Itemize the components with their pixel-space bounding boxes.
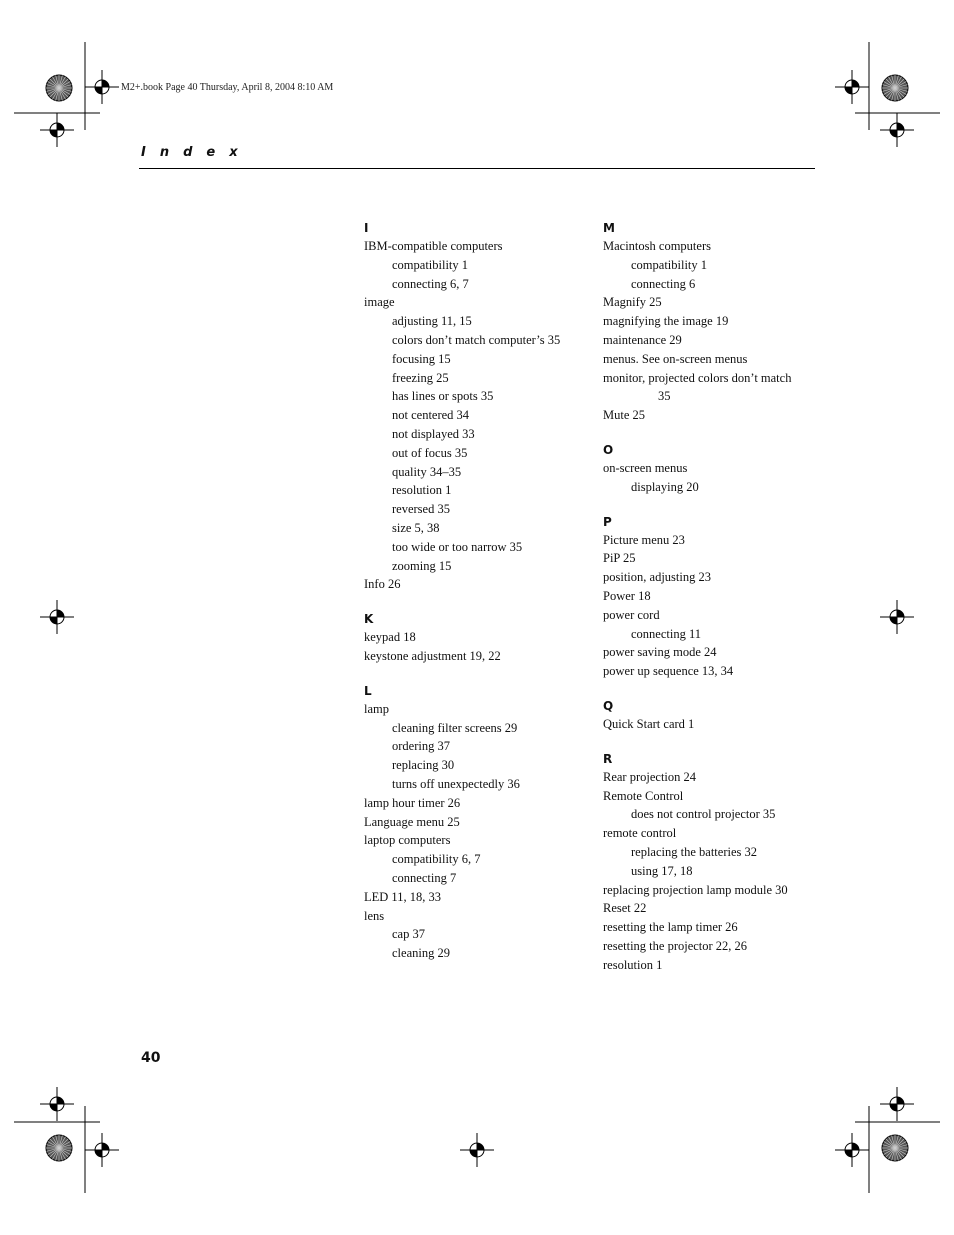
index-subentry: cleaning filter screens 29	[392, 720, 518, 735]
index-entry: menus. See on-screen menus	[603, 351, 748, 366]
index-subentry: not centered 34	[392, 408, 470, 423]
index-entry-continuation: 35	[658, 389, 671, 404]
registration-mark-icon	[880, 600, 914, 634]
index-subentry: has lines or spots 35	[392, 389, 494, 404]
index-subentry: ordering 37	[392, 739, 450, 754]
index-section-letter: I	[364, 221, 369, 235]
index-section-letter: Q	[603, 698, 614, 713]
index-entry: Picture menu 23	[603, 532, 685, 547]
registration-mark-icon	[85, 70, 119, 104]
index-subentry: compatibility 1	[392, 257, 469, 272]
index-section-letter: P	[603, 514, 612, 529]
index-subentry: adjusting 11, 15	[392, 314, 472, 329]
index-subentry: size 5, 38	[392, 520, 440, 535]
index-entry: magnifying the image 19	[603, 314, 729, 329]
index-entry: image	[364, 295, 395, 310]
index-entry: maintenance 29	[603, 332, 682, 347]
registration-mark-icon	[835, 1133, 869, 1167]
index-subentry: quality 34–35	[392, 464, 462, 479]
index-entry: resetting the lamp timer 26	[603, 920, 738, 935]
index-entry: remote control	[603, 826, 677, 841]
index-entry: monitor, projected colors don’t match	[603, 370, 792, 385]
index-entry: lamp	[364, 701, 389, 716]
index-entry: Reset 22	[603, 901, 647, 916]
index-subentry: connecting 11	[631, 626, 702, 641]
index-subentry: turns off unexpectedly 36	[392, 776, 520, 791]
color-target-icon	[882, 1135, 908, 1161]
index-subentry: using 17, 18	[631, 863, 693, 878]
index-entry: Rear projection 24	[603, 769, 697, 784]
registration-mark-icon	[460, 1133, 494, 1167]
index-entry: PiP 25	[603, 551, 636, 566]
registration-mark-icon	[40, 1087, 74, 1121]
index-entry: lamp hour timer 26	[364, 795, 461, 810]
index-entry: keystone adjustment 19, 22	[364, 648, 501, 663]
index-entry: Magnify 25	[603, 295, 662, 310]
page-number: 40	[141, 1050, 161, 1066]
index-subentry: reversed 35	[392, 502, 450, 517]
index-subentry: out of focus 35	[392, 445, 468, 460]
index-subentry: displaying 20	[631, 479, 699, 494]
index-entry: laptop computers	[364, 833, 451, 848]
index-subentry: compatibility 1	[631, 257, 708, 272]
index-entry: power up sequence 13, 34	[603, 664, 734, 679]
index-entry: IBM-compatible computers	[364, 239, 503, 253]
registration-mark-icon	[880, 113, 914, 147]
index-section-letter: L	[364, 683, 372, 698]
color-target-icon	[46, 75, 72, 101]
registration-mark-icon	[85, 1133, 119, 1167]
index-entry: Quick Start card 1	[603, 716, 695, 731]
index-entry: Macintosh computers	[603, 239, 711, 253]
index-entry: power saving mode 24	[603, 645, 717, 660]
section-gap	[603, 425, 818, 442]
index-section-letter: O	[603, 442, 614, 457]
section-gap	[603, 497, 818, 514]
section-gap	[364, 666, 592, 683]
index-entry: Power 18	[603, 588, 651, 603]
index-subentry: connecting 6, 7	[392, 276, 469, 291]
section-gap	[603, 734, 818, 751]
index-subentry: replacing 30	[392, 758, 455, 773]
index-subentry: freezing 25	[392, 370, 449, 385]
index-entry: Mute 25	[603, 408, 646, 423]
index-subentry: connecting 6	[631, 276, 696, 291]
color-target-icon	[46, 1135, 72, 1161]
index-subentry: connecting 7	[392, 870, 457, 885]
index-column-left	[364, 220, 592, 963]
index-subentry: compatibility 6, 7	[392, 852, 481, 867]
index-entry: resetting the projector 22, 26	[603, 938, 748, 953]
index-subentry: too wide or too narrow 35	[392, 539, 523, 554]
index-subentry: focusing 15	[392, 351, 451, 366]
section-gap	[603, 681, 818, 698]
index-entry: Remote Control	[603, 788, 684, 803]
index-column-right	[603, 220, 818, 975]
header-rule	[139, 168, 815, 169]
registration-mark-icon	[835, 70, 869, 104]
index-entry: position, adjusting 23	[603, 570, 711, 585]
index-entry: keypad 18	[364, 630, 416, 645]
index-subentry: cleaning 29	[392, 946, 450, 961]
index-section-letter: R	[603, 751, 613, 766]
index-entry: replacing projection lamp module 30	[603, 882, 788, 897]
index-entry: on-screen menus	[603, 460, 688, 475]
index-subentry: cap 37	[392, 927, 425, 942]
index-subentry: does not control projector 35	[631, 807, 776, 822]
index-entry: Info 26	[364, 577, 401, 592]
index-subentry: not displayed 33	[392, 426, 475, 441]
index-section-letter: M	[603, 221, 615, 235]
color-target-icon	[882, 75, 908, 101]
running-head: Index	[141, 145, 252, 160]
registration-mark-icon	[880, 1087, 914, 1121]
index-subentry: zooming 15	[392, 558, 452, 573]
index-entry: power cord	[603, 607, 660, 622]
index-section-letter: K	[364, 612, 374, 627]
index-entry: lens	[364, 908, 385, 923]
section-gap	[364, 594, 592, 611]
index-entry: LED 11, 18, 33	[364, 889, 441, 904]
index-subentry: colors don’t match computer’s 35	[392, 332, 561, 347]
book-slug: M2+.book Page 40 Thursday, April 8, 2004 8:10 AM	[121, 82, 334, 93]
index-subentry: resolution 1	[392, 483, 452, 498]
registration-mark-icon	[40, 113, 74, 147]
index-subentry: replacing the batteries 32	[631, 844, 757, 859]
registration-mark-icon	[40, 600, 74, 634]
index-entry: resolution 1	[603, 957, 663, 972]
index-entry: Language menu 25	[364, 814, 460, 829]
